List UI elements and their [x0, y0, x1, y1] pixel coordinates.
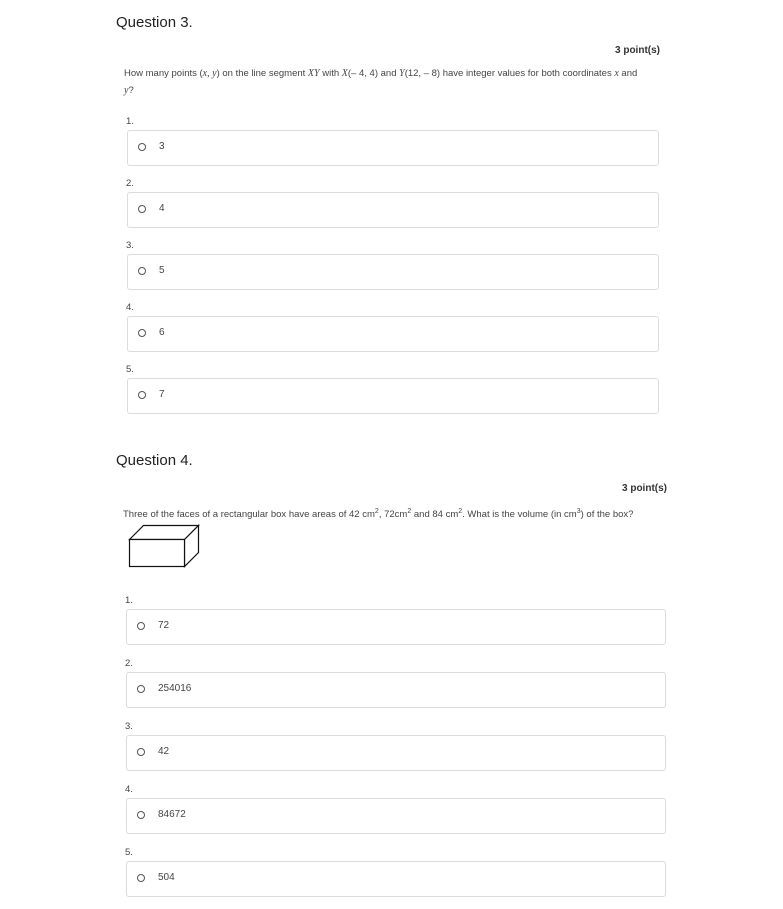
superscript: 2 [407, 508, 412, 515]
option-index: 2. [126, 178, 134, 189]
option-label: 5 [159, 265, 165, 276]
box-front-face [130, 540, 185, 567]
question-number: 4. [180, 452, 193, 469]
answer-option[interactable] [127, 316, 659, 352]
text-part: , 72cm [378, 509, 408, 521]
math-var: Y [399, 68, 405, 79]
option-index: 1. [125, 595, 133, 606]
text-part: ? [128, 85, 134, 96]
text-part: (– 4, 4) and [347, 68, 400, 79]
question-text [123, 503, 703, 523]
question-number: 3. [180, 14, 193, 31]
answer-option[interactable] [126, 672, 666, 708]
option-index: 4. [125, 784, 133, 795]
radio-button[interactable] [138, 143, 146, 151]
option-label: 3 [159, 141, 165, 152]
option-index: 5. [126, 364, 134, 375]
radio-button[interactable] [137, 685, 145, 693]
option-label: 72 [158, 620, 170, 631]
rectangular-box-figure [128, 522, 200, 568]
option-index: 2. [125, 658, 133, 669]
option-label: 4 [159, 203, 165, 214]
radio-button[interactable] [138, 329, 146, 337]
option-label: 504 [158, 872, 175, 883]
text-part: with [319, 68, 342, 79]
radio-button[interactable] [138, 205, 146, 213]
option-label: 84672 [158, 809, 186, 820]
points-label: 3 point(s) [615, 45, 660, 56]
option-label: 6 [159, 327, 165, 338]
math-var: x, y [202, 68, 217, 79]
option-index: 3. [125, 721, 133, 732]
option-index: 1. [126, 116, 134, 127]
answer-option[interactable] [127, 192, 659, 228]
answer-option[interactable] [126, 609, 666, 645]
superscript: 3 [576, 508, 581, 515]
answer-option[interactable] [127, 378, 659, 414]
radio-button[interactable] [138, 391, 146, 399]
math-var: y [124, 85, 129, 96]
text-part: (12, – 8) have integer values for both coordinates [404, 68, 615, 79]
radio-button[interactable] [137, 874, 145, 882]
answer-option[interactable] [126, 798, 666, 834]
radio-button[interactable] [137, 811, 145, 819]
text-part: Three of the faces of a rectangular box have areas of 42 cm [123, 509, 375, 521]
superscript: 2 [374, 508, 379, 515]
question-text [124, 65, 664, 99]
radio-button[interactable] [138, 267, 146, 275]
text-part: and 84 cm [411, 509, 459, 521]
option-index: 5. [125, 847, 133, 858]
answer-option[interactable] [127, 130, 659, 166]
question-title-prefix: Question [116, 14, 181, 31]
answer-option[interactable] [127, 254, 659, 290]
question-title-prefix: Question [116, 452, 181, 469]
text-part: . What is the volume (in cm [462, 509, 577, 521]
text-part: ) on the line segment [216, 68, 308, 79]
option-label: 7 [159, 389, 165, 400]
question-title [116, 452, 193, 469]
option-label: 42 [158, 746, 170, 757]
math-var: X [341, 68, 348, 79]
superscript: 2 [458, 508, 463, 515]
question-title [116, 14, 193, 31]
text-part: ) of the box? [580, 509, 634, 521]
radio-button[interactable] [137, 748, 145, 756]
option-index: 3. [126, 240, 134, 251]
option-index: 4. [126, 302, 134, 313]
text-part: How many points ( [124, 68, 203, 79]
option-label: 254016 [158, 683, 192, 694]
answer-option[interactable] [126, 735, 666, 771]
answer-option[interactable] [126, 861, 666, 897]
points-label: 3 point(s) [622, 483, 667, 494]
radio-button[interactable] [137, 622, 145, 630]
math-var: XY [307, 68, 320, 79]
text-part: and [618, 68, 638, 79]
math-var: x [614, 68, 619, 79]
